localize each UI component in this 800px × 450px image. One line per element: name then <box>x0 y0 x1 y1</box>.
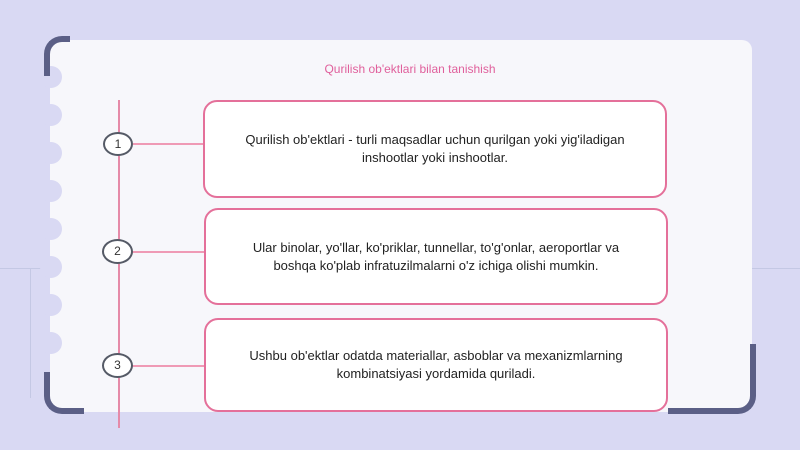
step-box <box>203 100 667 198</box>
binder-hole <box>40 294 62 316</box>
binder-hole <box>40 142 62 164</box>
step-box <box>204 318 668 412</box>
step-number-marker: 1 <box>103 132 133 156</box>
binder-hole <box>40 180 62 202</box>
background-line-vertical <box>30 268 31 398</box>
step-connector <box>132 251 204 253</box>
step-number-marker: 2 <box>102 239 133 264</box>
binder-hole <box>40 218 62 240</box>
step-box <box>204 208 668 305</box>
step-text: Ushbu ob'ektlar odatda materiallar, asboblar va mexanizmlarning kombinatsiyasi yordamida quriladi. <box>249 348 623 381</box>
step-text: Qurilish ob'ektlari - turli maqsadlar uchun qurilgan yoki yig'iladigan inshootlar yoki inshootlar. <box>245 132 625 165</box>
frame-corner-bottom-left <box>44 372 84 414</box>
step-connector <box>132 365 204 367</box>
binder-hole <box>40 332 62 354</box>
binder-hole <box>40 104 62 126</box>
slide-title: Qurilish ob'ektlari bilan tanishish <box>324 62 496 76</box>
step-text: Ular binolar, yo'llar, ko'priklar, tunnellar, to'g'onlar, aeroportlar va boshqa ko'plab infratuzilmalarni o'z ichiga olishi mumkin. <box>252 239 620 273</box>
frame-corner-bottom-right <box>668 344 756 414</box>
step-number-marker: 3 <box>102 353 133 378</box>
binder-hole <box>40 256 62 278</box>
step-connector <box>133 143 203 145</box>
